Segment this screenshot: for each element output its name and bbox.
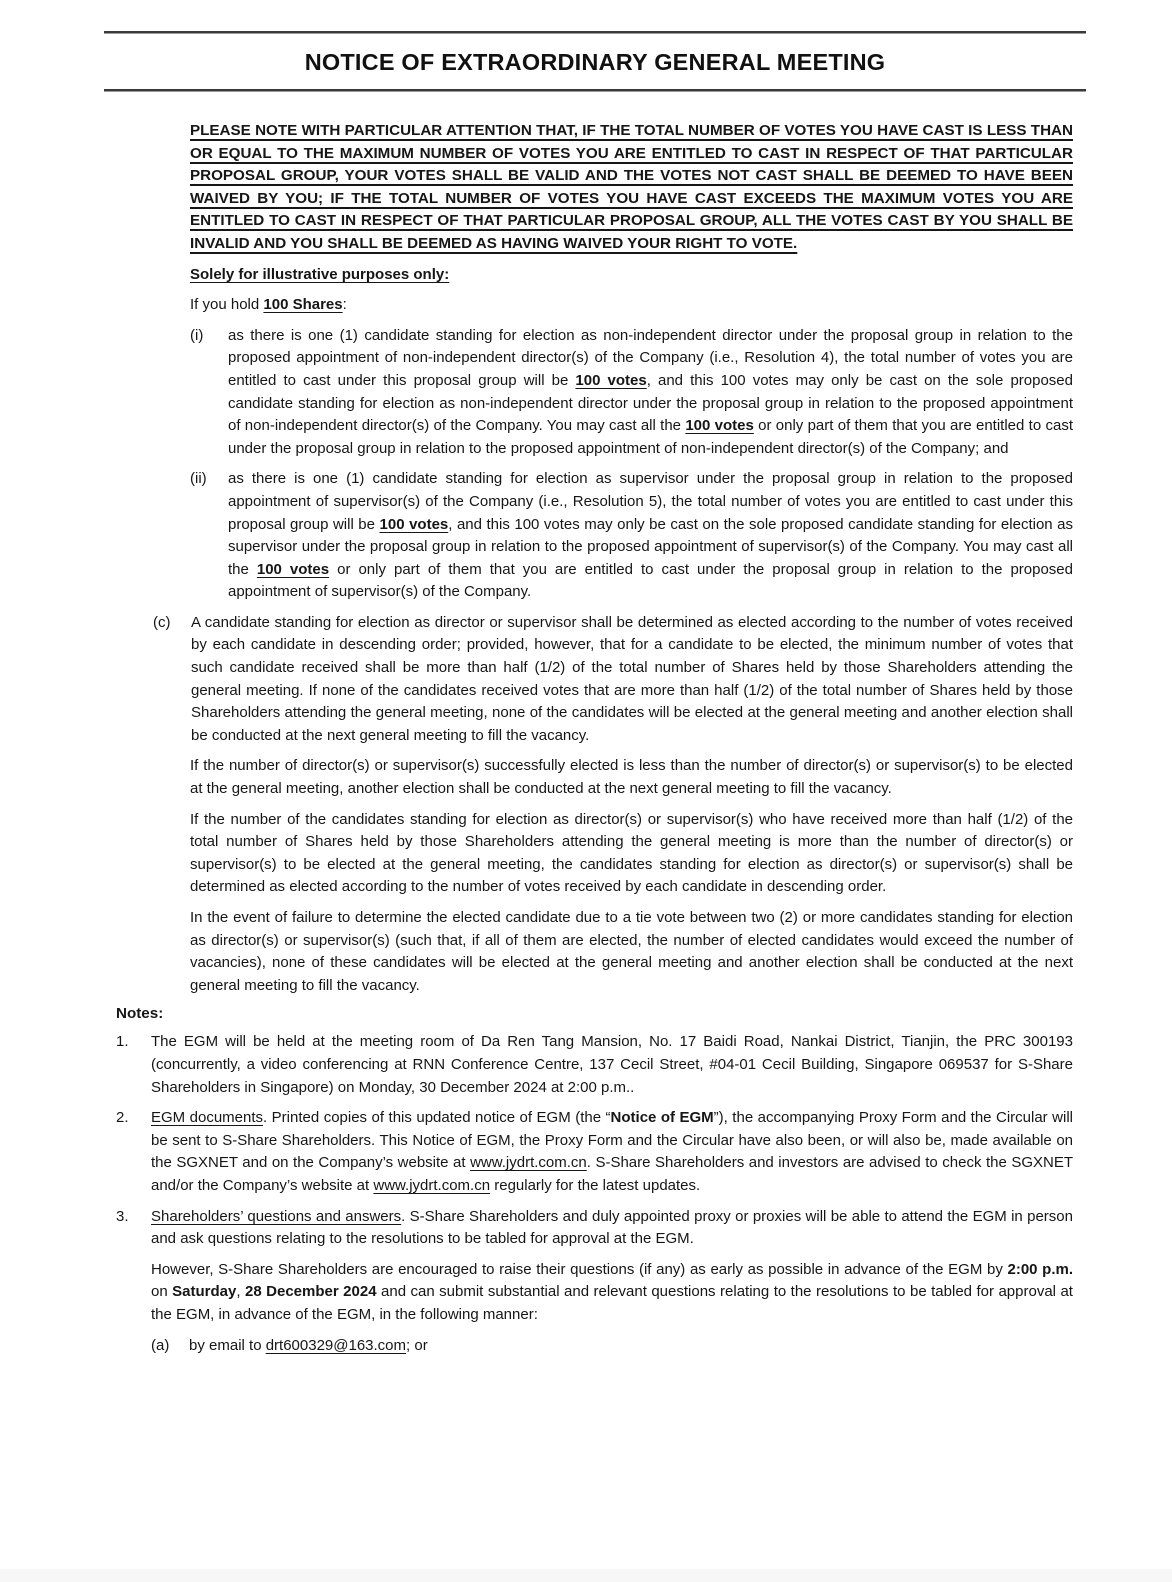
header-bottom-rule [104, 89, 1086, 92]
tie-vote-paragraph [190, 907, 1073, 997]
election-shortfall-paragraph [190, 755, 1073, 800]
election-surplus-paragraph [190, 809, 1073, 899]
text-segment: by email to [189, 1336, 266, 1354]
email-link[interactable]: drt600329@163.com [265, 1336, 407, 1354]
note-marker: 2. [116, 1109, 129, 1127]
list-item-text [228, 468, 1073, 604]
text-segment: 28 December 2024 [245, 1283, 377, 1301]
text-segment: and can submit substantial and relevant questions relating to the resolutions to be tabled for approval at the EGM, in advance of the EGM, in the following manner: [151, 1283, 1073, 1323]
text-segment: If the number of the candidates standing for election as director(s) or supervisor(s) who have received more than half (1/2) of the total number of Shares held by those Shareholders attending the general meeting is more than the number of director(s) or supervisor(s) to be elected at the general meeting, the candidates standing for election as director(s) or supervisor(s) shall be determined as elected according to the number of votes received by each candidate in descending order. [190, 810, 1073, 896]
text-segment: as there is one (1) candidate standing for election as supervisor under the proposal group in relation to the proposed appointment of supervisor(s) of the Company (i.e., Resolution 5), the total number of votes you are entitled to cast under this proposal group will be [228, 470, 1073, 533]
list-item-text [191, 612, 1073, 748]
page-bottom-edge [0, 1569, 1172, 1582]
text-segment: EGM documents [151, 1109, 264, 1127]
text-segment: . S-Share Shareholders and investors are advised to check the SGXNET and/or the Company’s website at [151, 1154, 1074, 1194]
voting-warning-paragraph [190, 120, 1073, 256]
text-segment: Saturday [172, 1283, 237, 1301]
hold-shares-line [190, 294, 1073, 317]
text-segment: The EGM will be held at the meeting room of Da Ren Tang Mansion, No. 17 Baidi Road, Nankai District, Tianjin, the PRC 300193 (concurrently, a video conferencing at RNN Conference Centre, 137 Cecil Street, #04-01 Cecil Building, Singapore 069537 for S-Share Shareholders in Singapore) on Monday, 30 December 2024 at 2:00 p.m.. [151, 1033, 1073, 1096]
text-segment: 100 votes [685, 417, 754, 435]
notes-heading: Notes: [116, 1005, 164, 1023]
note-item-3 [116, 1206, 1073, 1358]
note-marker: 3. [116, 1207, 129, 1225]
note-marker: 1. [116, 1033, 129, 1051]
text-segment: 100 votes [256, 560, 330, 578]
text-segment: 2:00 p.m. [1007, 1260, 1073, 1278]
text-segment: 100 Shares [263, 296, 343, 314]
note-item-1 [116, 1031, 1073, 1099]
text-segment: 100 votes [575, 371, 647, 389]
list-item-c [153, 612, 1073, 748]
text-segment: A candidate standing for election as director or supervisor shall be determined as elected according to the number of votes received by each candidate in descending order; provided, however, that for a candidate to be elected, the minimum number of votes that such candidate received shall be more than half (1/2) of the total number of Shares held by those Shareholders attending the general meeting. If none of the candidates received votes that are more than half (1/2) of the total number of Shares held by those Shareholders attending the general meeting, none of the candidates will be elected at the general meeting and another election shall be conducted at the next general meeting to fill the vacancy. [191, 613, 1073, 744]
list-item-marker: (i) [190, 326, 204, 344]
text-segment: ; or [406, 1336, 428, 1354]
text-segment: . S-Share Shareholders and duly appointed proxy or proxies will be able to attend the EGM in person and ask questions relating to the resolutions to be tabled for approval at the EGM. [151, 1207, 1073, 1248]
note-text [151, 1206, 1073, 1251]
company-website-link[interactable]: www.jydrt.com.cn [373, 1176, 491, 1194]
text-segment: : [342, 296, 347, 314]
list-item-text [228, 325, 1073, 461]
text-segment: Notice of EGM [610, 1109, 714, 1127]
text-segment: If the number of director(s) or supervisor(s) successfully elected is less than the number of director(s) or supervisor(s) to be elected at the general meeting, another election shall be conducted at the next general meeting to fill the vacancy. [190, 757, 1073, 798]
note-text [151, 1031, 1073, 1099]
text-segment: If you hold [190, 296, 264, 314]
text-segment: , and this 100 votes may only be cast on the sole proposed candidate standing for election as non-independent director under the proposal group in relation to the proposed appointment of non-independent director(s) of the Company. You may cast all the [228, 371, 1073, 435]
text-segment: as there is one (1) candidate standing for election as non-independent director under the proposal group in relation to the proposed appointment of non-independent director(s) of the Company (i.e., Resolution 4), the total number of votes you are entitled to cast under this proposal group will be [228, 326, 1073, 389]
text-segment: In the event of failure to determine the elected candidate due to a tie vote between two (2) or more candidates standing for election as director(s) or supervisor(s) (such that, if all of them are elected, the number of elected candidates would exceed the number of vacancies), none of these candidates will be elected at the general meeting and another election shall be conducted at the next general meeting to fill the vacancy. [190, 909, 1073, 994]
header-top-rule [104, 31, 1086, 34]
note-item-2 [116, 1107, 1073, 1197]
text-segment: or only part of them that you are entitled to cast under the proposal group in relation to the proposed appointment of supervisor(s) of the Company. [228, 560, 1073, 601]
text-segment: regularly for the latest updates. [490, 1176, 701, 1194]
company-website-link[interactable]: www.jydrt.com.cn [470, 1154, 587, 1172]
text-segment: ”), the accompanying Proxy Form and the Circular will be sent to S-Share Shareholders. This Notice of EGM, the Proxy Form and the Circular have also been, or will also be, made available on the SGXNET and on the Company’s website at [151, 1109, 1073, 1172]
text-segment: However, S-Share Shareholders are encouraged to raise their questions (if any) as early as possible in advance of the EGM by [151, 1260, 1008, 1278]
note-text [151, 1107, 1073, 1197]
text-segment: Solely for illustrative purposes only: [190, 265, 450, 283]
list-item-marker: (ii) [190, 470, 207, 488]
illustrative-purposes-heading [190, 264, 1073, 287]
text-segment: , and this 100 votes may only be cast on the sole proposed candidate standing for election as supervisor under the proposal group in relation to the proposed appointment of supervisor(s) of the Company. You may cast all the [228, 515, 1073, 578]
text-segment: PLEASE NOTE WITH PARTICULAR ATTENTION THAT, IF THE TOTAL NUMBER OF VOTES YOU HAVE CAST IS LESS THAN OR EQUAL TO THE MAXIMUM NUMBER OF VOTES YOU ARE ENTITLED TO CAST IN RESPECT OF THAT PARTICULAR PROPOSAL GROUP, YOUR VOTES SHALL BE VALID AND THE VOTES NOT CAST SHALL BE DEEMED TO HAVE BEEN WAIVED BY YOU; IF THE TOTAL NUMBER OF VOTES YOU HAVE CAST EXCEEDS THE MAXIMUM VOTES YOU ARE ENTITLED TO CAST IN RESPECT OF THAT PARTICULAR PROPOSAL GROUP, ALL THE VOTES CAST BY YOU SHALL BE INVALID AND YOU SHALL BE DEEMED AS HAVING WAIVED YOUR RIGHT TO VOTE. [190, 122, 1073, 252]
sub-item-text [189, 1335, 1073, 1358]
page-title: NOTICE OF EXTRAORDINARY GENERAL MEETING [304, 49, 886, 75]
sub-item-marker: (a) [151, 1336, 170, 1354]
text-segment: . Printed copies of this updated notice of EGM (the “ [263, 1109, 611, 1127]
document-body [104, 120, 1172, 1357]
list-item-i [190, 325, 1073, 461]
document-header [104, 31, 1172, 92]
list-item-ii [190, 468, 1073, 604]
text-segment: or only part of them that you are entitled to cast under the proposal group in relation to the proposed appointment of non-independent director(s) of the Company; and [228, 417, 1073, 457]
text-segment: 100 votes [379, 515, 449, 533]
text-segment: on [151, 1283, 173, 1301]
note-text-continued [151, 1259, 1073, 1327]
text-segment: Shareholders’ questions and answers [151, 1207, 402, 1225]
list-item-marker: (c) [153, 613, 171, 631]
sub-item-a [151, 1335, 1073, 1358]
text-segment: , [236, 1283, 245, 1301]
